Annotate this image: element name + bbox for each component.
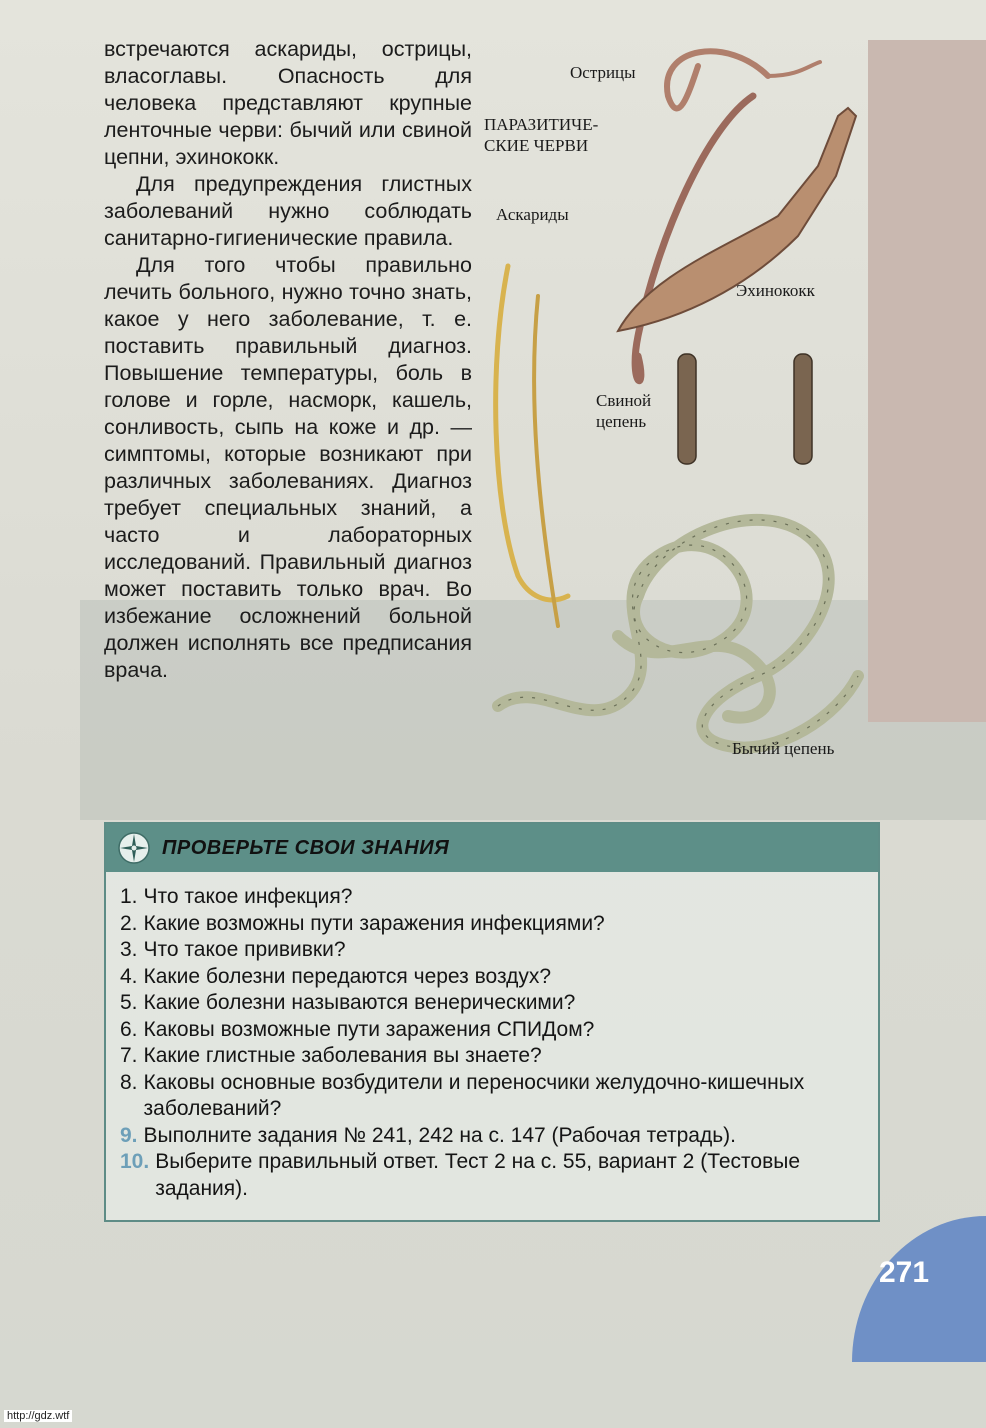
paragraph-1: встречаются аскариды, острицы, власоглавы. Опасность для человека представляют крупные ленточные черви: бычий или свиной цепни, эхинококк. bbox=[104, 37, 472, 169]
question-number: 2. bbox=[120, 911, 138, 935]
label-roundworms: Аскариды bbox=[496, 205, 569, 224]
label-pinworms: Острицы bbox=[570, 63, 636, 82]
page-number: 271 bbox=[878, 1256, 930, 1289]
question-text: Какие глистные заболевания вы знаете? bbox=[143, 1044, 542, 1067]
pork-tapeworm-head bbox=[678, 354, 696, 464]
question-number: 7. bbox=[120, 1044, 138, 1067]
question-item bbox=[120, 964, 868, 991]
figure-title: ПАРАЗИТИЧЕ- СКИЕ ЧЕРВИ bbox=[484, 115, 599, 155]
beef-tapeworm-drawing bbox=[498, 520, 858, 748]
question-item bbox=[120, 937, 868, 964]
ascaris-drawing-2 bbox=[534, 296, 558, 626]
question-text: Выберите правильный ответ. Тест 2 на с. 55, вариант 2 (Тестовые задания). bbox=[155, 1150, 801, 1200]
question-text: Каковы основные возбудители и переносчики желудочно-кишечных заболеваний? bbox=[143, 1070, 805, 1120]
label-beef-tapeworm: Бычий цепень bbox=[732, 739, 835, 758]
question-number: 10. bbox=[120, 1150, 150, 1173]
question-number: 6. bbox=[120, 1017, 138, 1041]
question-item bbox=[120, 884, 868, 911]
question-number: 9. bbox=[120, 1123, 138, 1147]
question-list bbox=[106, 872, 878, 1202]
question-number: 3. bbox=[120, 938, 138, 961]
paragraph-2: Для предупреждения глистных заболеваний нужно соблюдать санитарно-гигиенические правила. bbox=[104, 172, 472, 250]
paragraph-3: Для того чтобы правильно лечить больного, нужно точно знать, какое у него заболевание, т. е. поставить правильный диагноз. Повышение температуры, боль в голове и горле, насморк, кашель, сонливость, сыпь на коже и др. — симптомы, которые возникают при различных заболеваниях. Диагноз требует специальных знаний, а часто и лабораторных исследований. Правильный диагноз может поставить только врач. Во избежание осложнений больной должен исполнять все предписания врача. bbox=[104, 253, 472, 682]
knowledge-check-box bbox=[104, 822, 880, 1222]
question-item bbox=[120, 1043, 868, 1070]
question-item bbox=[120, 911, 868, 938]
question-number: 5. bbox=[120, 991, 138, 1014]
question-item bbox=[120, 1123, 868, 1150]
question-text: Какие возможны пути заражения инфекциями? bbox=[143, 911, 605, 935]
parasitic-worms-figure bbox=[478, 36, 878, 766]
question-text: Выполните задания № 241, 242 на с. 147 (Рабочая тетрадь). bbox=[143, 1123, 736, 1147]
label-pork-tapeworm: Свиной цепень bbox=[596, 391, 652, 431]
pinworm-tail bbox=[768, 62, 820, 76]
question-text: Что такое инфекция? bbox=[143, 885, 353, 908]
body-text bbox=[104, 36, 472, 684]
question-text: Какие болезни передаются через воздух? bbox=[143, 964, 552, 988]
question-text: Каковы возможные пути заражения СПИДом? bbox=[143, 1017, 595, 1041]
question-number: 4. bbox=[120, 964, 138, 988]
question-text: Что такое прививки? bbox=[143, 938, 346, 961]
question-item bbox=[120, 1070, 868, 1123]
question-item bbox=[120, 990, 868, 1017]
source-label: http://gdz.wtf bbox=[4, 1410, 72, 1422]
compass-star-icon bbox=[106, 824, 162, 872]
label-echinococcus: Эхинококк bbox=[736, 281, 815, 300]
question-number: 8. bbox=[120, 1070, 138, 1094]
beef-tapeworm-head bbox=[794, 354, 812, 464]
knowledge-check-title: ПРОВЕРЬТЕ СВОИ ЗНАНИЯ bbox=[162, 836, 450, 859]
question-item bbox=[120, 1017, 868, 1044]
knowledge-check-header bbox=[106, 824, 878, 872]
question-item bbox=[120, 1149, 868, 1202]
ascaris-drawing bbox=[496, 266, 568, 600]
question-text: Какие болезни называются венерическими? bbox=[143, 991, 576, 1014]
side-strip bbox=[868, 40, 986, 722]
question-number: 1. bbox=[120, 885, 138, 908]
